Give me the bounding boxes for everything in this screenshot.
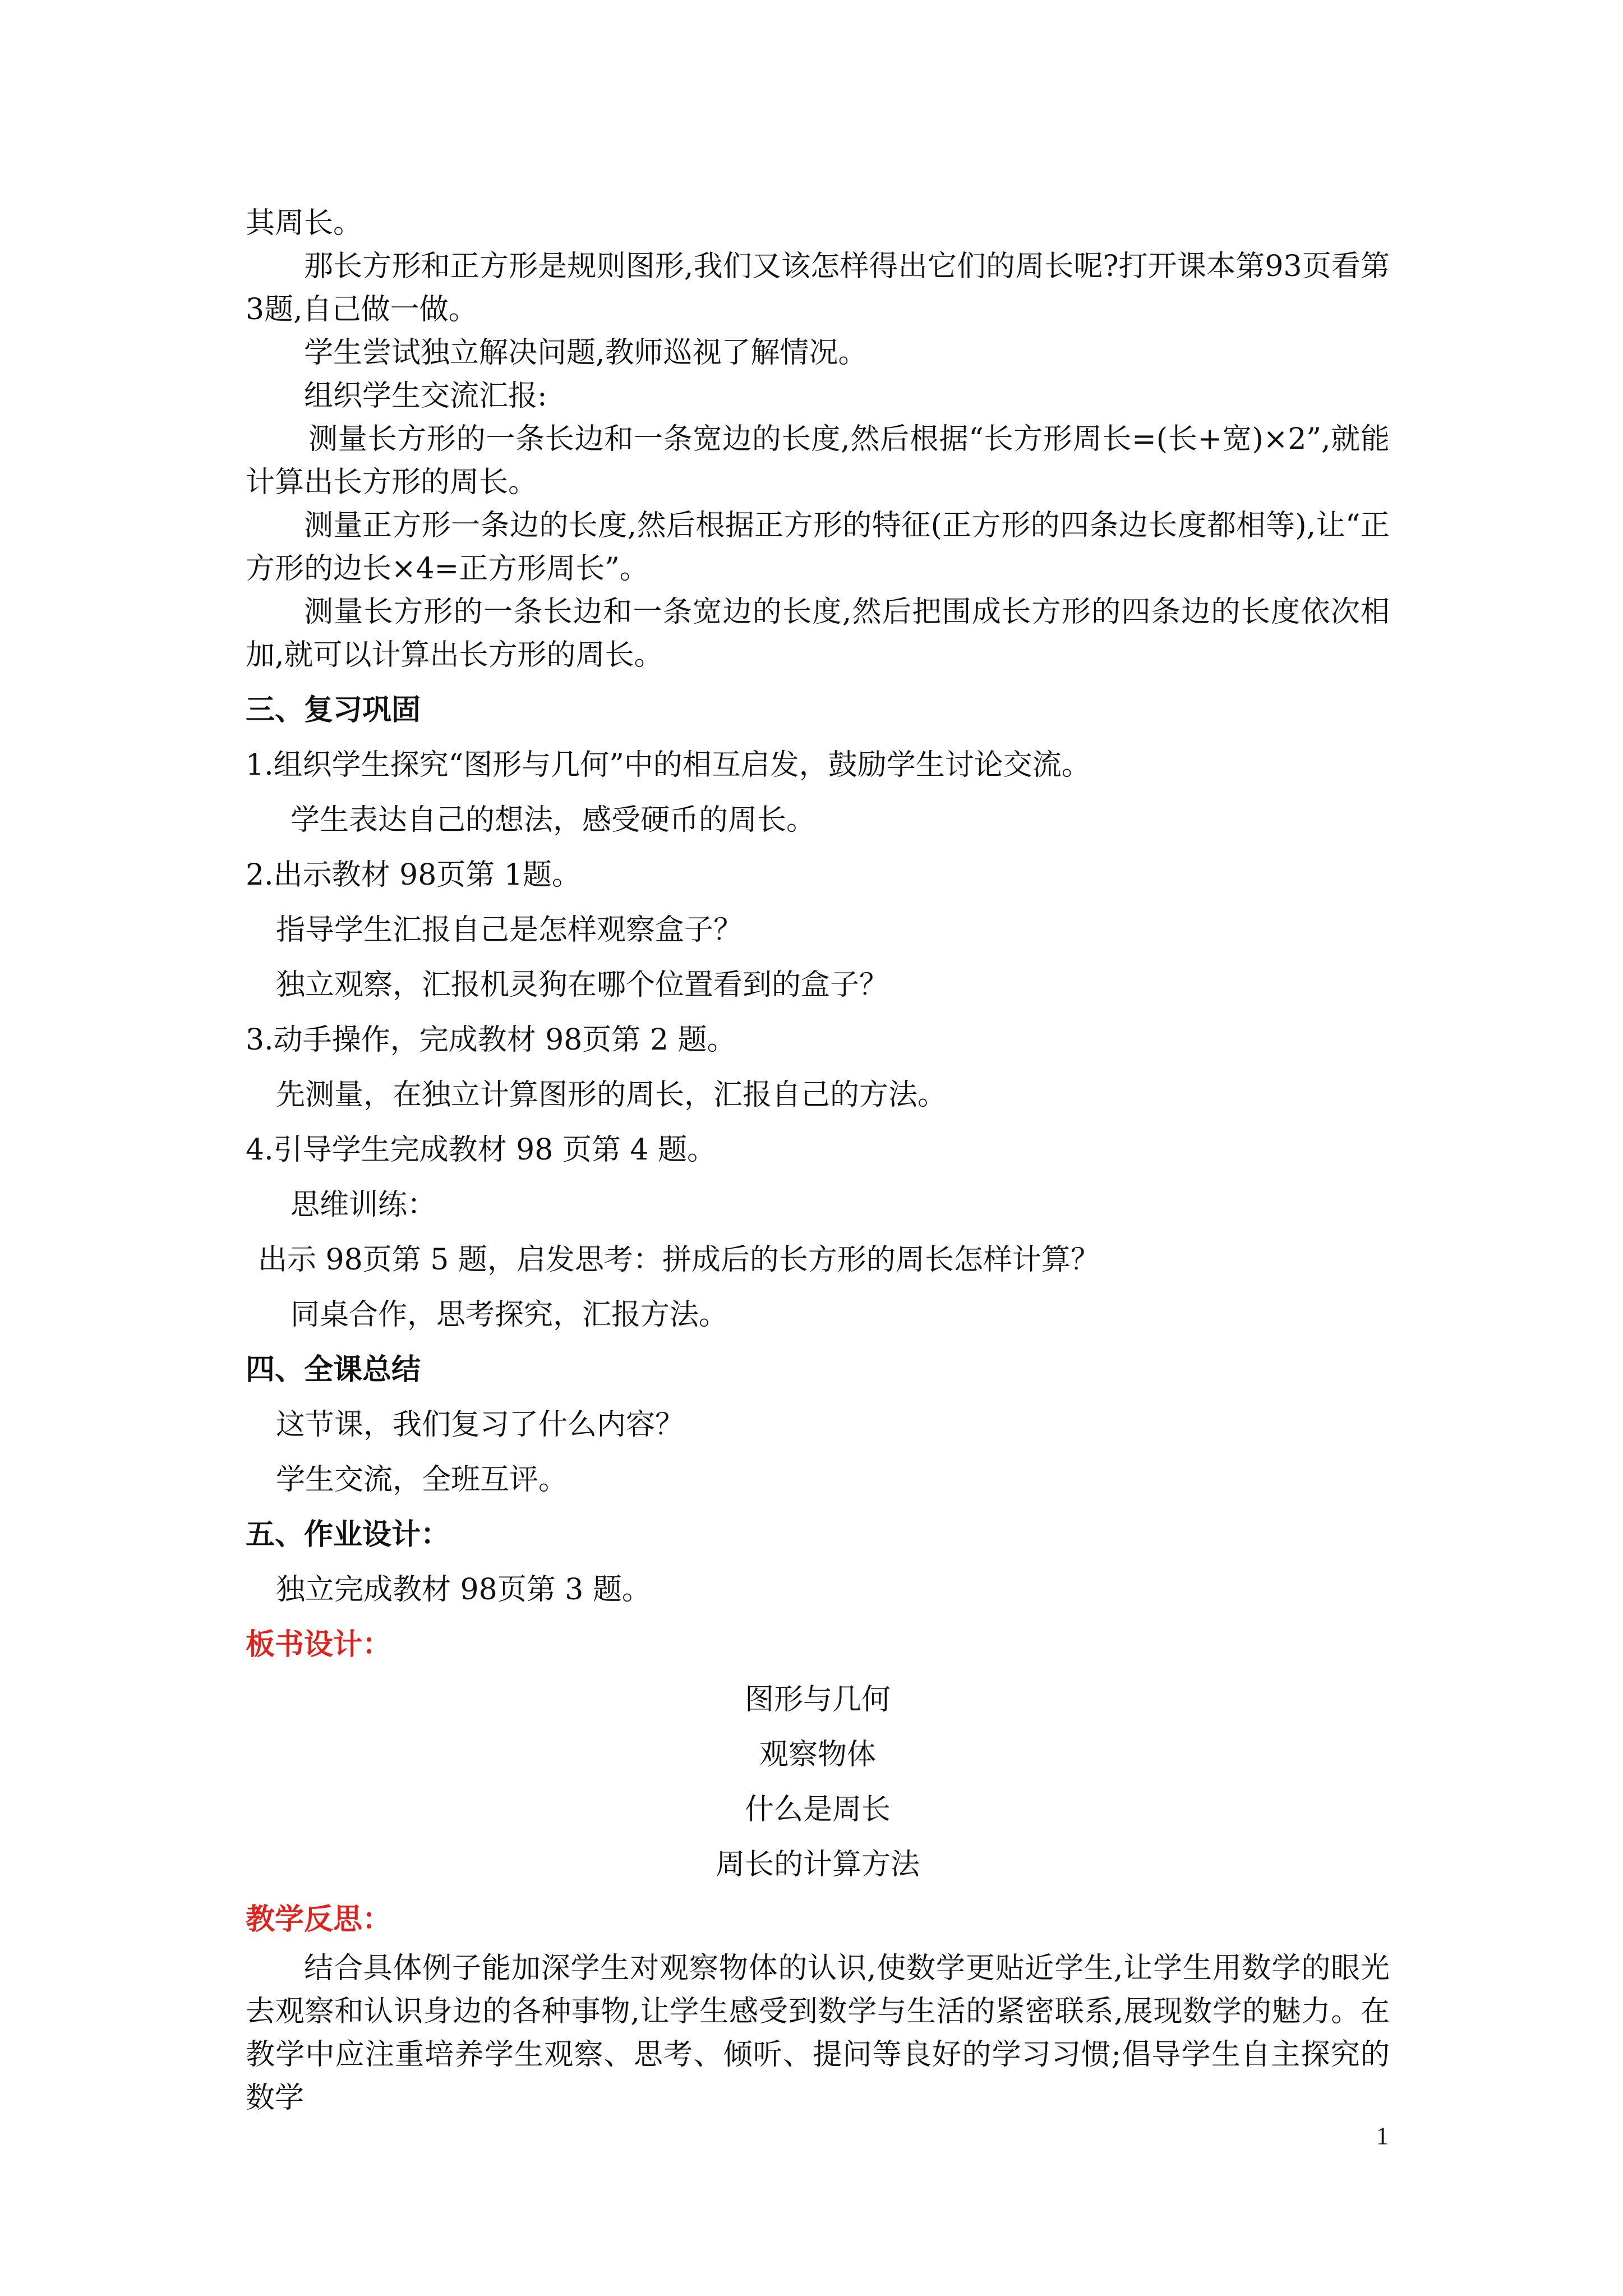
paragraph-students-try: 学生尝试独立解决问题,教师巡视了解情况。 xyxy=(304,336,868,370)
review-item-3-detail: 先测量，在独立计算图形的周长，汇报自己的方法。 xyxy=(276,1078,947,1112)
board-design-heading: 板书设计： xyxy=(246,1628,392,1662)
page-number: 1 xyxy=(1376,2122,1389,2150)
section-heading-homework: 五、作业设计： xyxy=(246,1518,450,1552)
section-heading-review: 三、复习巩固 xyxy=(246,693,421,727)
summary-line-1: 这节课，我们复习了什么内容？ xyxy=(276,1408,685,1442)
thinking-training-label: 思维训练： xyxy=(291,1188,437,1222)
thinking-training-detail: 同桌合作，思考探究，汇报方法。 xyxy=(291,1298,728,1332)
paragraph-square-formula: 测量正方形一条边的长度,然后根据正方形的特征(正方形的四条边长度都相等),让“正方形的边长×4=正方形周长”。 xyxy=(246,509,1390,586)
board-line-2: 观察物体 xyxy=(759,1738,876,1772)
review-item-1: 1.组织学生探究“图形与几何”中的相互启发，鼓励学生讨论交流。 xyxy=(246,748,1091,782)
board-line-1: 图形与几何 xyxy=(744,1683,891,1717)
homework-line: 独立完成教材 98页第 3 题。 xyxy=(276,1573,651,1607)
reflection-text: 结合具体例子能加深学生对观察物体的认识,使数学更贴近学生,让学生用数学的眼光去观察和认识身边的各种事物,让学生感受到数学与生活的紧密联系,展现数学的魅力。在教学中应注重培养学生观察、思考、倾听、提问等良好的学习习惯;倡导学生自主探究的数学 xyxy=(246,1952,1390,2115)
board-line-4: 周长的计算方法 xyxy=(715,1848,920,1881)
review-item-1-detail: 学生表达自己的想法，感受硬币的周长。 xyxy=(291,803,816,837)
paragraph-continuation: 其周长。 xyxy=(246,206,363,240)
paragraph-rectangle-formula: 测量长方形的一条长边和一条宽边的长度,然后根据“长方形周长=(长+宽)×2”,就能计算出长方形的周长。 xyxy=(246,422,1390,499)
summary-line-2: 学生交流，全班互评。 xyxy=(276,1463,568,1497)
review-item-2-detail-a: 指导学生汇报自己是怎样观察盒子？ xyxy=(276,913,743,947)
paragraph-question: 那长方形和正方形是规则图形,我们又该怎样得出它们的周长呢?打开课本第93页看第3题,自己做一做。 xyxy=(246,250,1390,326)
review-item-2-detail-b: 独立观察，汇报机灵狗在哪个位置看到的盒子？ xyxy=(276,968,889,1002)
paragraph-rectangle-sum: 测量长方形的一条长边和一条宽边的长度,然后把围成长方形的四条边的长度依次相加,就可以计算出长方形的周长。 xyxy=(246,595,1390,672)
board-line-3: 什么是周长 xyxy=(744,1793,891,1826)
review-item-4: 4.引导学生完成教材 98 页第 4 题。 xyxy=(246,1133,716,1167)
review-item-3: 3.动手操作，完成教材 98页第 2 题。 xyxy=(246,1023,736,1057)
thinking-training-task: 出示 98页第 5 题，启发思考：拼成后的长方形的周长怎样计算？ xyxy=(258,1243,1100,1277)
section-heading-summary: 四、全课总结 xyxy=(246,1353,421,1387)
review-item-2: 2.出示教材 98页第 1题。 xyxy=(246,858,581,892)
reflection-heading: 教学反思： xyxy=(246,1903,392,1936)
paragraph-report: 组织学生交流汇报: xyxy=(304,379,547,413)
board-design-content xyxy=(246,1672,1390,1892)
document-body xyxy=(246,202,1390,2120)
